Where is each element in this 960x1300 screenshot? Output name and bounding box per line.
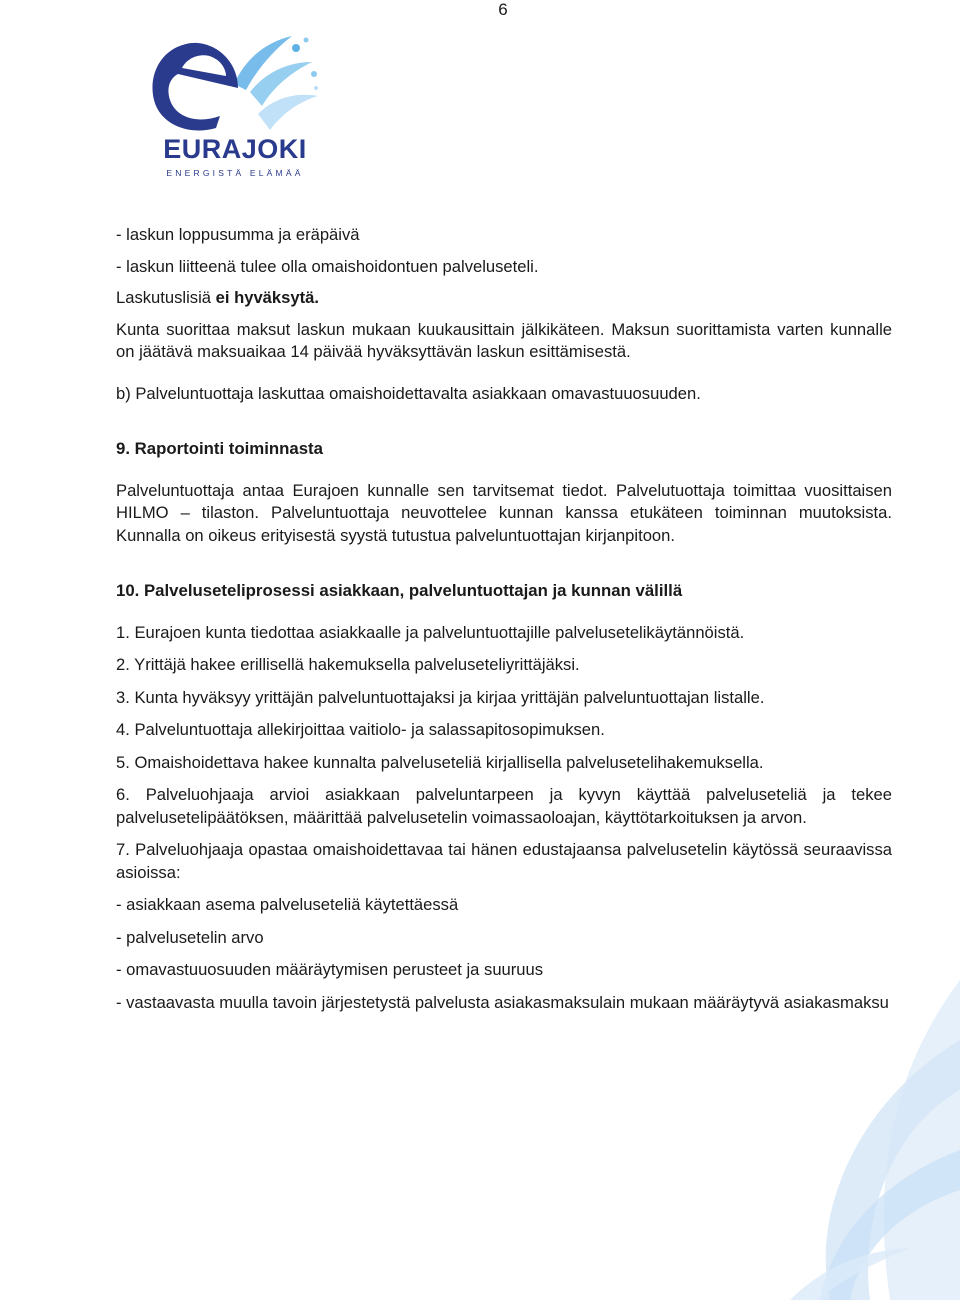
guidance-item: - asiakkaan asema palveluseteliä käytettäessä <box>116 895 459 914</box>
page-number: 6 <box>498 0 508 19</box>
process-step: 7. Palveluohjaaja opastaa omaishoidettavaa tai hänen edustajaansa palvelusetelin käytössä seuraavissa asioissa: <box>116 840 892 882</box>
guidance-item: - palvelusetelin arvo <box>116 927 264 947</box>
surcharge-note <box>116 287 892 310</box>
section-10-heading: 10. Palveluseteliprosessi asiakkaan, palveluntuottajan ja kunnan välillä <box>116 581 683 600</box>
billing-item: - laskun liitteenä tulee olla omaishoidontuen palveluseteli. <box>116 256 539 276</box>
guidance-item: - vastaavasta muulla tavoin järjestetystä palvelusta asiakasmaksulain mukaan määräytyvä asiakasmaksu <box>116 992 889 1012</box>
logo-name: EURAJOKI <box>163 134 307 164</box>
surcharge-bold: ei hyväksytä. <box>215 288 319 307</box>
logo-tagline: ENERGISTÄ ELÄMÄÄ <box>166 168 304 178</box>
section-9-heading: 9. Raportointi toiminnasta <box>116 439 323 458</box>
corner-wave-decoration <box>660 980 960 1300</box>
surcharge-text: Laskutuslisiä <box>116 288 216 307</box>
document-body <box>116 224 892 1014</box>
payment-paragraph: Kunta suorittaa maksut laskun mukaan kuukausittain jälkikäteen. Maksun suorittamista varten kunnalle on jäätävä maksuaikaa 14 päivää hyväksyttävän laskun esittämisestä. <box>116 319 892 361</box>
eurajoki-logo <box>146 28 324 180</box>
e-mark-icon <box>152 43 238 131</box>
process-step: 1. Eurajoen kunta tiedottaa asiakkaalle ja palveluntuottajille palvelusetelikäytännöistä. <box>116 622 745 642</box>
process-step: 4. Palveluntuottaja allekirjoittaa vaitiolo- ja salassapitosopimuksen. <box>116 720 605 739</box>
process-step: 5. Omaishoidettava hakee kunnalta palveluseteliä kirjallisella palvelusetelihakemuksella. <box>116 752 764 772</box>
process-step: 6. Palveluohjaaja arvioi asiakkaan palveluntarpeen ja kyvyn käyttää palveluseteliä ja tekee palvelusetelipäätöksen, määrittää palvelusetelin voimassaoloajan, käyttötarkoituksen ja arvon. <box>116 785 892 827</box>
guidance-item: - omavastuuosuuden määräytymisen perusteet ja suuruus <box>116 960 544 979</box>
process-step: 2. Yrittäjä hakee erillisellä hakemuksella palveluseteliyrittäjäksi. <box>116 655 580 674</box>
splash-icon <box>234 36 318 130</box>
billing-item: - laskun loppusumma ja eräpäivä <box>116 225 360 244</box>
section-9-paragraph: Palveluntuottaja antaa Eurajoen kunnalle sen tarvitsemat tiedot. Palvelutuottaja toimittaa vuosittaisen HILMO – tilaston. Palveluntuottaja neuvottelee kunnan kanssa etukäteen toiminnan muutoksista. Kunnalla on oikeus erityisestä syystä tutustua palveluntuottajan kirjanpitoon. <box>116 480 892 545</box>
item-b: b) Palveluntuottaja laskuttaa omaishoidettavalta asiakkaan omavastuuosuuden. <box>116 383 701 403</box>
process-step: 3. Kunta hyväksyy yrittäjän palveluntuottajaksi ja kirjaa yrittäjän palveluntuottajan listalle. <box>116 687 765 707</box>
